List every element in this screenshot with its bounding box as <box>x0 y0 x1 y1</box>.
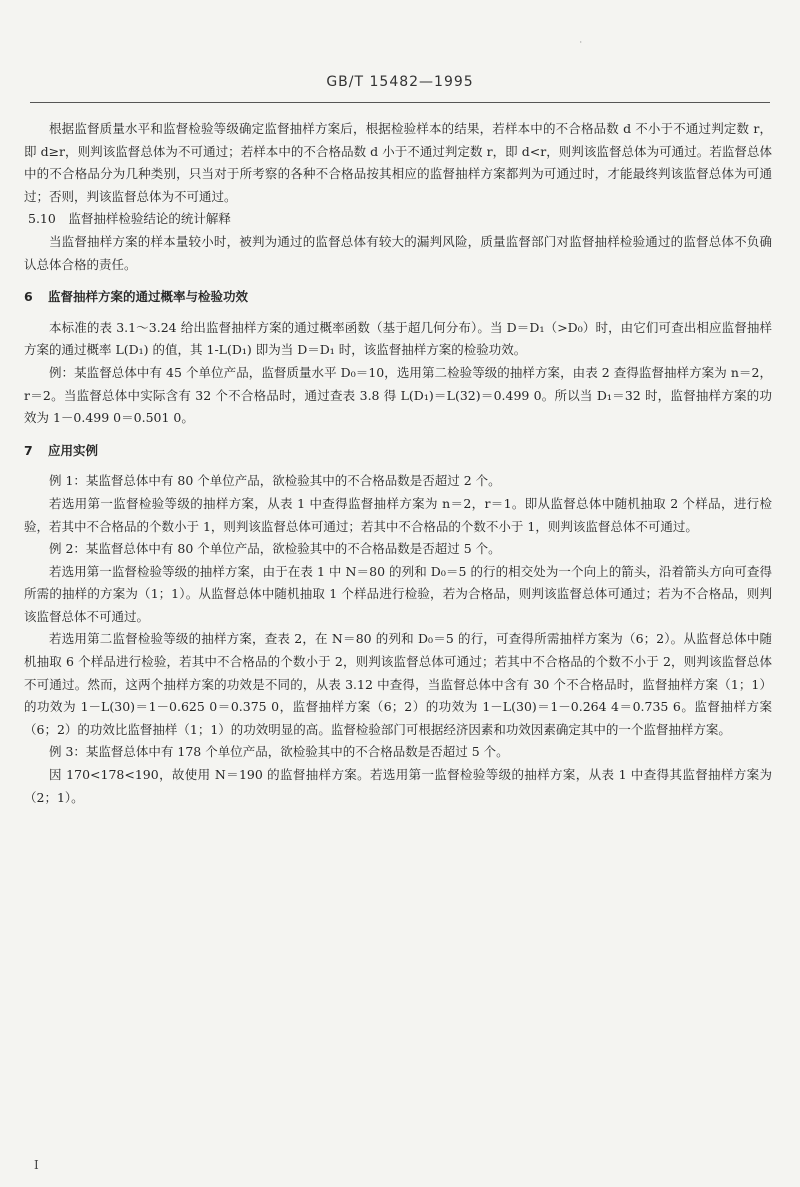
paragraph-example-1: 例 1：某监督总体中有 80 个单位产品，欲检验其中的不合格品数是否超过 2 个。 <box>49 473 501 489</box>
paragraph-example-3-detail: 因 170<178<190，故使用 N＝190 的监督抽样方案。若选用第一监督检验等级的抽样方案，从表 1 中查得其监督抽样方案为（2；1）。 <box>24 767 772 805</box>
paragraph-example-2-level-2: 若选用第二监督检验等级的抽样方案，查表 2，在 N＝80 的列和 D₀＝5 的行，可查得所需抽样方案为（6；2）。从监督总体中随机抽取 6 个样品进行检验，若其中不合格品的个数小于 2，则判该监督总体可通过；若其中不合格品的个数不小于 2，则判该监督总体不可通过。然而，这两个抽样方案的功效是不同的，从表 3.12 中查得，当监督总体中含有 30 个不合格品时，监督抽样方案（1；1）的功效为 1－L(30)＝1－0.625 0＝0.375 0，监督抽样方案（6；2）的功效为 1－L(30)＝1－0.264 4＝0.735 6。监督抽样方案（6；2）的功效比监督抽样（1；1）的功效明显的高。监督检验部门可根据经济因素和功效因素确定其中的一个监督抽样方案。 <box>24 631 772 737</box>
section-6-heading <box>24 286 772 309</box>
paragraph-example-3: 例 3：某监督总体中有 178 个单位产品，欲检验其中的不合格品数是否超过 5 个。 <box>49 744 509 760</box>
section-7-title: 应用实例 <box>48 442 99 458</box>
standard-code-header: GB/T 15482—1995 <box>326 74 474 90</box>
section-7-number: 7 <box>24 442 33 458</box>
scan-specks: · <box>579 38 582 47</box>
paragraph-rejection-rule: 根据监督质量水平和监督检验等级确定监督抽样方案后，根据检验样本的结果，若样本中的不合格品数 d 不小于不通过判定数 r，即 d≥r，则判该监督总体为不可通过；若样本中的不合格品数 d 小于不通过判定数 r，即 d<r，则判该监督总体为可通过。若监督总体中的不合格品分为几种类别，只当对于所考察的各种不合格品按其相应的监督抽样方案都判为可通过时，才能最终判该监督总体为可通过；否则，判该监督总体为不可通过。 <box>24 121 772 204</box>
section-6-number: 6 <box>24 289 33 305</box>
paragraph-example-2-level-1: 若选用第一监督检验等级的抽样方案，由于在表 1 中 N＝80 的列和 D₀＝5 的行的相交处为一个向上的箭头，沿着箭头方向可查得所需的抽样的方案为（1；1）。从监督总体中随机抽取 1 个样品进行检验，若为合格品，则判该监督总体可通过；若为不合格品，则判该监督总体不可通过。 <box>24 563 772 624</box>
paragraph-example-2: 例 2：某监督总体中有 80 个单位产品，欲检验其中的不合格品数是否超过 5 个。 <box>49 541 501 557</box>
paragraph-statistical-interpretation: 当监督抽样方案的样本量较小时，被判为通过的监督总体有较大的漏判风险，质量监督部门对监督抽样检验通过的监督总体不负确认总体合格的责任。 <box>24 233 772 272</box>
page-footer-mark: I <box>34 1158 39 1172</box>
paragraph-power-example: 例：某监督总体中有 45 个单位产品，监督质量水平 D₀＝10，选用第二检验等级的抽样方案，由表 2 查得监督抽样方案为 n＝2，r＝2。当监督总体中实际含有 32 个不合格品时，通过查表 3.8 得 L(D₁)＝L(32)＝0.499 0。所以当 D₁＝32 时，监督抽样方案的功效为 1－0.499 0＝0.501 0。 <box>24 364 772 426</box>
document-body <box>24 118 772 809</box>
paragraph-pass-probability: 本标准的表 3.1～3.24 给出监督抽样方案的通过概率函数（基于超几何分布）。当 D＝D₁（>D₀）时，由它们可查出相应监督抽样方案的通过概率 L(D₁) 的值，其 1-L(D₁) 即为当 D＝D₁ 时，该监督抽样方案的检验功效。 <box>24 319 772 358</box>
section-6-title: 监督抽样方案的通过概率与检验功效 <box>48 289 249 305</box>
header-rule <box>30 102 770 103</box>
subsection-5-10-heading: 5.10 监督抽样检验结论的统计解释 <box>28 211 231 227</box>
section-7-heading <box>24 440 772 463</box>
paragraph-example-1-detail: 若选用第一监督检验等级的抽样方案，从表 1 中查得监督抽样方案为 n＝2，r＝1。即从监督总体中随机抽取 2 个样品，进行检验，若其中不合格品的个数小于 1，则判该监督总体可通过；若其中不合格品的个数不小于 1，则判该监督总体不可通过。 <box>24 495 772 534</box>
